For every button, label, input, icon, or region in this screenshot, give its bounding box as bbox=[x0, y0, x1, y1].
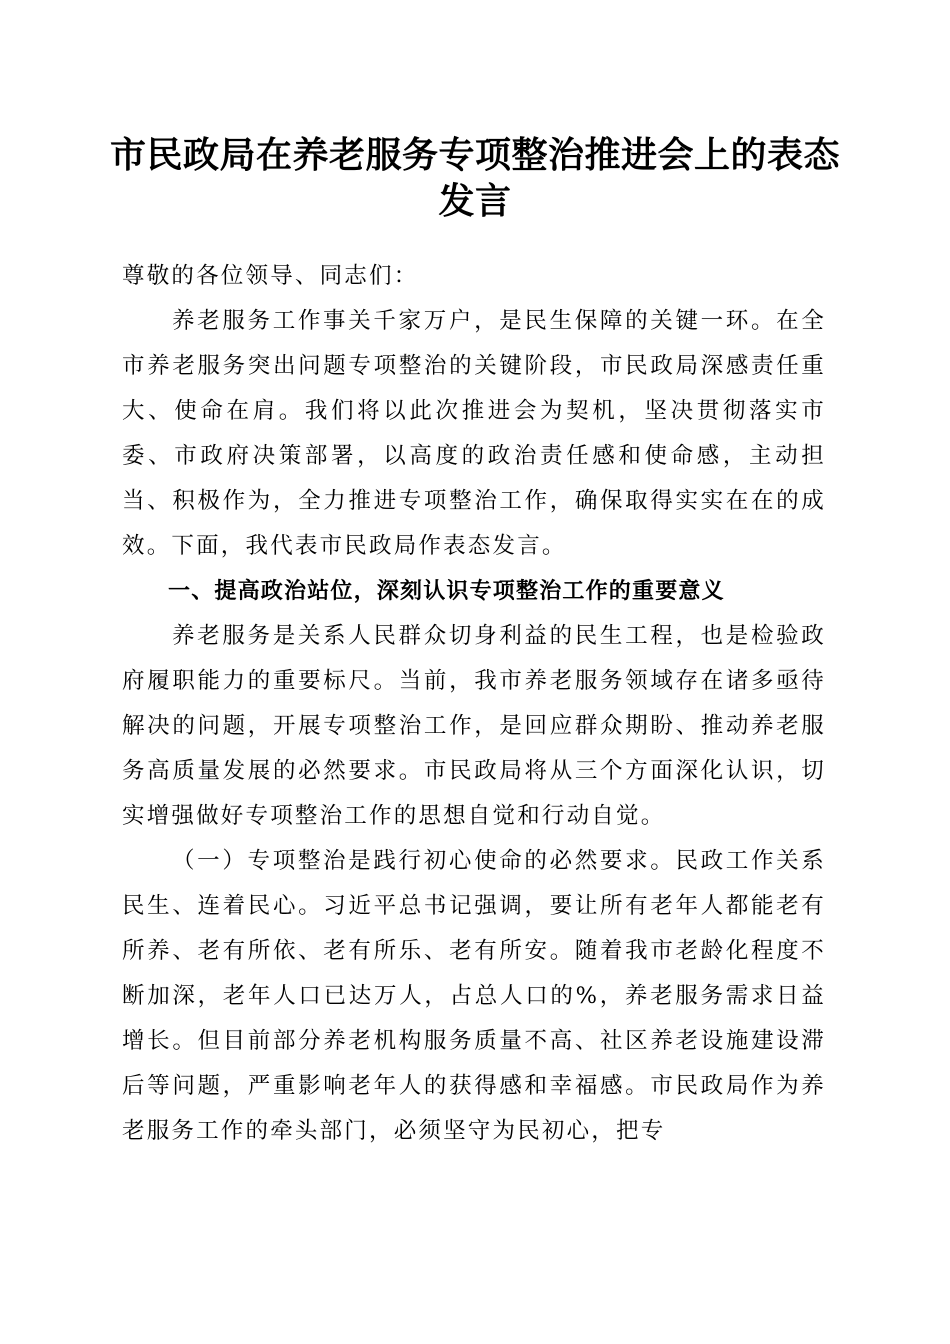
section-heading: 一、提高政治站位，深刻认识专项整治工作的重要意义 bbox=[168, 579, 725, 604]
intro-paragraph: 养老服务工作事关千家万户，是民生保障的关键一环。在全市养老服务突出问题专项整治的关键阶段，市民政局深感责任重大、使命在肩。我们将以此次推进会为契机，坚决贯彻落实市委、市政府决策部署，以高度的政治责任感和使命感，主动担当、积极作为，全力推进专项整治工作，确保取得实实在在的成效。下面，我代表市民政局作表态发言。 bbox=[122, 308, 826, 559]
salutation: 尊敬的各位领导、同志们： bbox=[122, 263, 419, 289]
subsection-paragraph: （一）专项整治是践行初心使命的必然要求。民政工作关系民生、连着民心。习近平总书记强调，要让所有老年人都能老有所养、老有所依、老有所乐、老有所安。随着我市老龄化程度不断加深，老年人口已达万人，占总人口的%，养老服务需求日益增长。但目前部分养老机构服务质量不高、社区养老设施建设滞后等问题，严重影响老年人的获得感和幸福感。市民政局作为养老服务工作的牵头部门，必须坚守为民初心，把专 bbox=[122, 848, 826, 1144]
document-body bbox=[122, 254, 826, 1154]
section-paragraph: 养老服务是关系人民群众切身利益的民生工程，也是检验政府履职能力的重要标尺。当前，我市养老服务领域存在诸多亟待解决的问题，开展专项整治工作，是回应群众期盼、推动养老服务高质量发展的必然要求。市民政局将从三个方面深化认识，切实增强做好专项整治工作的思想自觉和行动自觉。 bbox=[122, 623, 826, 829]
document-title: 市民政局在养老服务专项整治推进会上的表态发言 bbox=[110, 134, 841, 222]
